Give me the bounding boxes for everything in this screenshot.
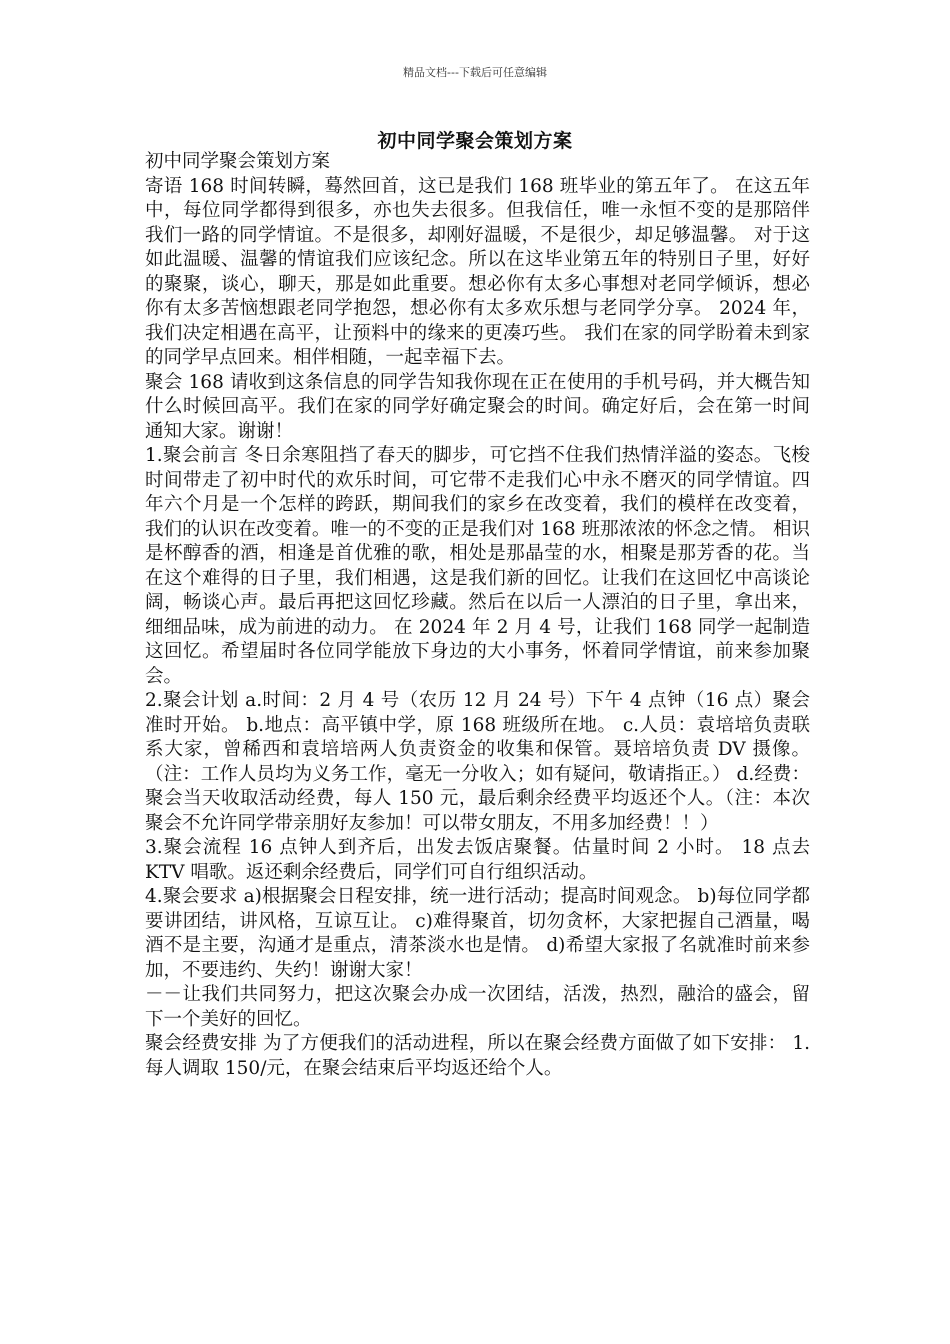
paragraph-budget: 聚会经费安排 为了方便我们的活动进程，所以在聚会经费方面做了如下安排： 1.每人调取 150/元，在聚会结束后平均返还给个人。 xyxy=(145,1033,810,1079)
paragraph-subtitle: 初中同学聚会策划方案 xyxy=(145,151,331,172)
paragraph-preface: 1.聚会前言 冬日余寒阻挡了春天的脚步，可它挡不住我们热情洋溢的姿态。飞梭时间带走了初中时代的欢乐时间，可它带不走我们心中永不磨灭的同学情谊。四年六个月是一个怎样的跨跃，期间我们的家乡在改变着，我们的模样在改变着，我们的认识在改变着。唯一的不变的正是我们对 168 班那浓浓的怀念之情。 相识是杯醇香的酒，相逢是首优雅的歌，相处是那晶莹的水，相聚是那芳香的花。当在这个难得的日子里，我们相遇，这是我们新的回忆。让我们在这回忆中高谈论阔，畅谈心声。最后再把这回忆珍藏。然后在以后一人漂泊的日子里，拿出来，细细品味，成为前进的动力。 在 2024 年 2 月 4 号，让我们 168 同学一起制造这回忆。希望届时各位同学能放下身边的大小事务，怀着同学情谊，前来参加聚会。 xyxy=(145,445,810,687)
paragraph-greeting: 寄语 168 时间转瞬，蓦然回首，这已是我们 168 班毕业的第五年了。 在这五年中，每位同学都得到很多，亦也失去很多。但我信任，唯一永恒不变的是那陪伴我们一路的同学情谊。不是很多，却刚好温暖，不是很少，却足够温馨。 对于这如此温暖、温馨的情谊我们应该纪念。所以在这毕业第五年的特别日子里，好好的聚聚，谈心，聊天，那是如此重要。想必你有太多心事想对老同学倾诉，想必你有太多苦恼想跟老同学抱怨，想必你有太多欢乐想与老同学分享。 2024 年，我们决定相遇在高平，让预料中的缘来的更凑巧些。 我们在家的同学盼着未到家的同学早点回来。相伴相随，一起幸福下去。 xyxy=(145,175,810,368)
paragraph-requirements: 4.聚会要求 a)根据聚会日程安排，统一进行活动；提高时间观念。 b)每位同学都要讲团结，讲风格，互谅互让。 c)难得聚首，切勿贪杯，大家把握自己酒量，喝酒不是主要，沟通才是重点，清茶淡水也是情。 d)希望大家报了名就准时前来参加，不要违约、失约！谢谢大家！ xyxy=(145,886,810,981)
paragraph-closing: －－让我们共同努力，把这次聚会办成一次团结，活泼，热烈，融洽的盛会，留下一个美好的回忆。 xyxy=(145,984,810,1030)
document-body xyxy=(145,150,816,1081)
page-header-note: 精品文档---下载后可任意编辑 xyxy=(403,66,547,79)
paragraph-notice: 聚会 168 请收到这条信息的同学告知我你现在正在使用的手机号码，并大概告知什么时候回高平。我们在家的同学好确定聚会的时间。确定好后，会在第一时间通知大家。谢谢！ xyxy=(145,371,810,442)
paragraph-process: 3.聚会流程 16 点钟人到齐后，出发去饭店聚餐。估量时间 2 小时。 18 点去 KTV 唱歌。返还剩余经费后，同学们可自行组织活动。 xyxy=(145,837,816,883)
paragraph-plan: 2.聚会计划 a.时间：2 月 4 号（农历 12 月 24 号）下午 4 点钟（16 点）聚会准时开始。 b.地点：高平镇中学，原 168 班级所在地。 c.人员：袁培培负责联系大家，曾稀西和袁培培两人负责资金的收集和保管。聂培培负责 DV 摄像。（注：工作人员均为义务工作，毫无一分收入；如有疑问，敬请指正。） d.经费：聚会当天收取活动经费，每人 150 元，最后剩余经费平均返还个人。（注：本次聚会不允许同学带亲朋好友参加！可以带女朋友，不用多加经费！！） xyxy=(145,690,810,834)
document-title: 初中同学聚会策划方案 xyxy=(377,130,573,152)
